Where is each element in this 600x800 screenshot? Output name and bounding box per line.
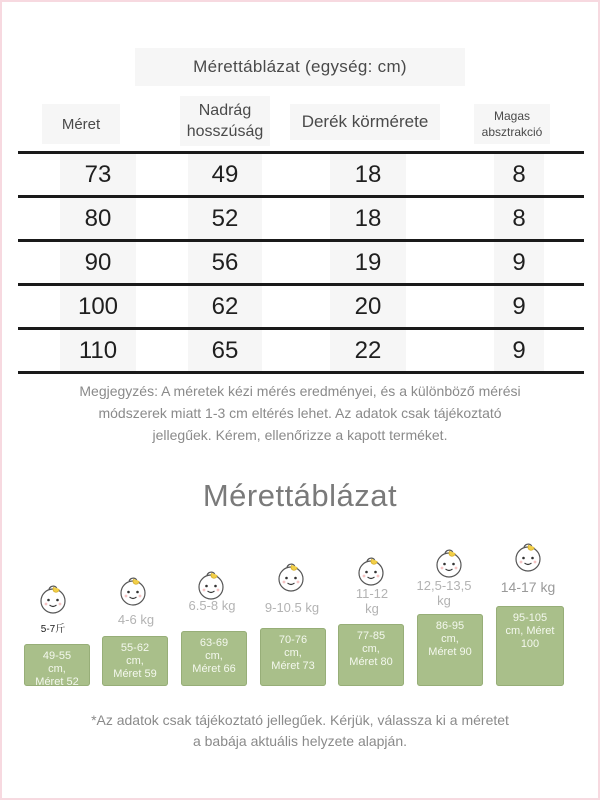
cell-size: 80 <box>60 198 136 239</box>
header-waist <box>290 104 440 140</box>
table-row <box>18 330 584 371</box>
bar-unit: cm, <box>126 655 144 667</box>
cell-pants: 56 <box>188 242 262 283</box>
header-pants-line1: Nadrág <box>198 102 252 119</box>
cell-pants: 52 <box>188 198 262 239</box>
size-bar <box>496 606 564 686</box>
baby-size-chart <box>0 540 600 690</box>
cell-height: 8 <box>494 198 544 239</box>
cell-waist: 22 <box>330 330 406 371</box>
weight-label: 4-6 kg <box>117 612 155 627</box>
cell-height: 8 <box>494 154 544 195</box>
bar-unit: cm, <box>284 647 302 659</box>
header-height <box>474 104 550 144</box>
footer-line: *Az adatok csak tájékoztató jellegűek. Kérjük, válassza ki a méretet <box>91 712 509 728</box>
bar-range: 49-55 <box>42 650 72 662</box>
bar-size: Méret 52 <box>35 676 79 688</box>
footer-line: a babája aktuális helyzete alapján. <box>192 733 408 749</box>
cell-waist: 20 <box>330 286 406 327</box>
bar-size: Méret 80 <box>349 656 393 668</box>
cell-size: 90 <box>60 242 136 283</box>
bar-unit: cm, <box>362 643 380 655</box>
cell-height: 9 <box>494 242 544 283</box>
size-table-body <box>18 151 584 374</box>
cell-height: 9 <box>494 330 544 371</box>
bar-size: Méret 59 <box>113 668 157 680</box>
footer-note <box>20 710 580 752</box>
cell-waist: 18 <box>330 154 406 195</box>
bar-size: 100 <box>520 638 540 650</box>
weight-label: 11-12 kg <box>355 586 389 616</box>
bar-range: 70-76 <box>278 634 308 646</box>
size-bar <box>417 614 483 686</box>
weight-label: 12,5-13,5 kg <box>416 578 472 608</box>
size-chart-title: Mérettáblázat <box>202 478 398 513</box>
table-row <box>18 154 584 195</box>
weight-label: 5-7斤 <box>40 624 66 635</box>
bar-unit: cm, Méret <box>505 625 555 637</box>
baby-face-icon <box>511 540 545 574</box>
bar-size: Méret 66 <box>192 663 236 675</box>
cell-waist: 18 <box>330 198 406 239</box>
bar-unit: cm, <box>48 663 66 675</box>
note-line: jellegűek. Kérem, ellenőrizze a kapott terméket. <box>152 427 448 443</box>
cell-waist: 19 <box>330 242 406 283</box>
header-waist-label: Derék körmérete <box>301 112 429 131</box>
header-height-line2: absztrakció <box>481 125 543 139</box>
size-bar <box>102 636 168 686</box>
cell-pants: 65 <box>188 330 262 371</box>
bar-range: 95-105 <box>512 612 548 624</box>
baby-face-icon <box>432 546 466 580</box>
baby-face-icon <box>274 560 308 594</box>
table-caption: Mérettáblázat (egység: cm) <box>135 48 465 86</box>
note-line: módszerek miatt 1-3 cm eltérés lehet. Az adatok csak tájékoztató <box>98 405 502 421</box>
table-row <box>18 198 584 239</box>
table-row <box>18 242 584 283</box>
size-bar <box>181 631 247 686</box>
header-size <box>42 104 120 144</box>
baby-face-icon <box>354 554 388 588</box>
cell-pants: 62 <box>188 286 262 327</box>
baby-face-icon <box>116 574 150 608</box>
cell-pants: 49 <box>188 154 262 195</box>
size-bar <box>260 628 326 686</box>
cell-height: 9 <box>494 286 544 327</box>
size-bar <box>338 624 404 686</box>
header-size-label: Méret <box>61 115 101 133</box>
weight-label: 9-10.5 kg <box>264 600 320 615</box>
cell-size: 73 <box>60 154 136 195</box>
bar-range: 86-95 <box>435 620 465 632</box>
note-line: Megjegyzés: A méretek kézi mérés eredményei, és a különböző mérési <box>79 383 521 399</box>
cell-size: 100 <box>60 286 136 327</box>
header-pants-line2: hosszúság <box>186 123 264 140</box>
cell-size: 110 <box>60 330 136 371</box>
bar-range: 55-62 <box>120 642 150 654</box>
bar-unit: cm, <box>441 633 459 645</box>
header-height-line1: Magas <box>493 109 531 123</box>
baby-face-icon <box>36 582 70 616</box>
weight-label: 14-17 kg <box>500 579 556 595</box>
bar-range: 77-85 <box>356 630 386 642</box>
weight-label: 6.5-8 kg <box>188 598 236 613</box>
bar-unit: cm, <box>205 650 223 662</box>
bar-range: 63-69 <box>199 637 229 649</box>
table-rule <box>18 371 584 374</box>
page-border-top <box>0 0 600 2</box>
bar-size: Méret 73 <box>271 660 315 672</box>
bar-size: Méret 90 <box>428 646 472 658</box>
size-bar <box>24 644 90 686</box>
table-row <box>18 286 584 327</box>
header-pants-length <box>180 96 270 146</box>
measurement-note <box>20 380 580 446</box>
baby-face-icon <box>194 568 228 602</box>
